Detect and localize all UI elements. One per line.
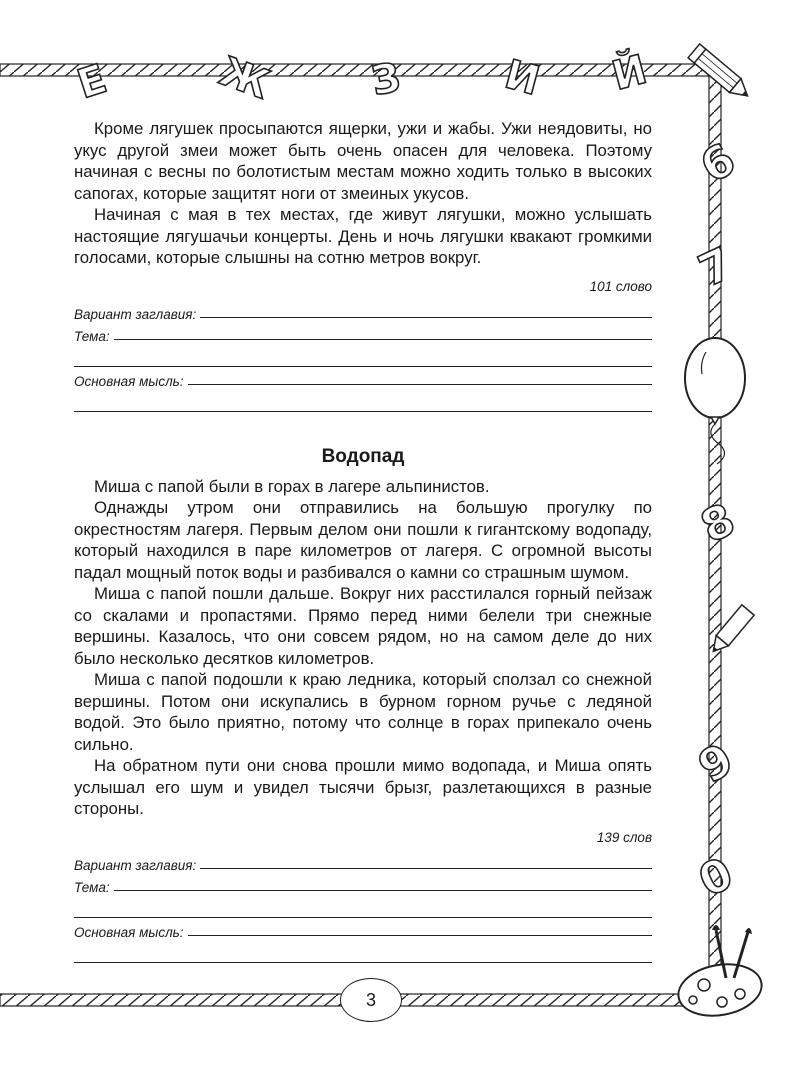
- section-2: [74, 446, 652, 963]
- theme-field[interactable]: [74, 873, 652, 895]
- page-number: 3: [340, 978, 402, 1022]
- paragraph: Начиная с мая в тех местах, где живут лягушки, можно услышать настоящие лягушачьи концерты. День и ночь лягушки квакают громкими голосами, которые слышны на сотню метров вокруг.: [74, 205, 652, 267]
- page-content: [74, 118, 652, 963]
- main-idea-label: Основная мысль:: [74, 924, 184, 940]
- main-idea-extra-line[interactable]: [74, 940, 652, 963]
- paragraph: Миша с папой были в горах в лагере альпинистов.: [94, 476, 490, 496]
- digit-8-decoration: 8: [693, 494, 743, 554]
- title-variant-label: Вариант заглавия:: [74, 857, 197, 873]
- paragraph: На обратном пути они снова прошли мимо водопада, и Миша опять услышал его шум и увидел тысячи брызг, разлетающихся в разные стороны.: [74, 756, 652, 818]
- theme-extra-line[interactable]: [74, 895, 652, 918]
- digit-6-decoration: 6: [692, 133, 745, 194]
- title-variant-label: Вариант заглавия:: [74, 306, 197, 322]
- letter-yi-decoration: Й: [607, 46, 652, 100]
- main-idea-field[interactable]: [74, 367, 652, 389]
- main-idea-extra-line[interactable]: [74, 389, 652, 412]
- paragraph: Кроме лягушек просыпаются ящерки, ужи и жабы. Ужи неядовиты, но укус другой змеи может быть очень опасен для человека. Поэтому начиная с весны по болотистым местам можно ходить только в высоких сапогах, которые защитят ноги от змеиных укусов.: [74, 119, 652, 203]
- paragraph: Миша с папой пошли дальше. Вокруг них расстилался горный пейзаж со скалами и пропастями. Прямо перед ними белели три снежные вершины. Казалось, что они совсем рядом, но на самом деле до них было несколько десятков километров.: [74, 584, 652, 668]
- story-title: Водопад: [321, 445, 405, 467]
- paragraph: Миша с папой подошли к краю ледника, который сползал со снежной вершины. Потом они искупались в бурном горном ручье с ледяной водой. Это было приятно, потому что солнце в горах припекало очень сильно.: [74, 670, 652, 754]
- letter-z-decoration: З: [368, 54, 405, 105]
- paragraph: Однажды утром они отправились на большую прогулку по окрестностям лагеря. Первым делом они пошли к гигантскому водопаду, который находился в паре километров от лагеря. С огромной высоты падал мощный поток воды и разбивался о камни со страшным шумом.: [74, 498, 652, 582]
- theme-label: Тема:: [74, 328, 110, 344]
- main-idea-label: Основная мысль:: [74, 373, 184, 389]
- digit-7-decoration: 7: [691, 238, 741, 298]
- title-variant-field[interactable]: [74, 300, 652, 322]
- theme-label: Тема:: [74, 879, 110, 895]
- section-1: [74, 118, 652, 412]
- digit-0-decoration: 0: [691, 848, 741, 908]
- main-idea-field[interactable]: [74, 918, 652, 940]
- letter-i-decoration: И: [499, 51, 545, 105]
- word-count: 101 слово: [589, 278, 652, 294]
- theme-extra-line[interactable]: [74, 344, 652, 367]
- letter-e-decoration: Е: [72, 55, 113, 109]
- word-count: 139 слов: [596, 829, 652, 845]
- digit-9-decoration: 9: [690, 733, 743, 794]
- theme-field[interactable]: [74, 322, 652, 344]
- title-variant-field[interactable]: [74, 851, 652, 873]
- letter-zh-decoration: Ж: [213, 48, 276, 109]
